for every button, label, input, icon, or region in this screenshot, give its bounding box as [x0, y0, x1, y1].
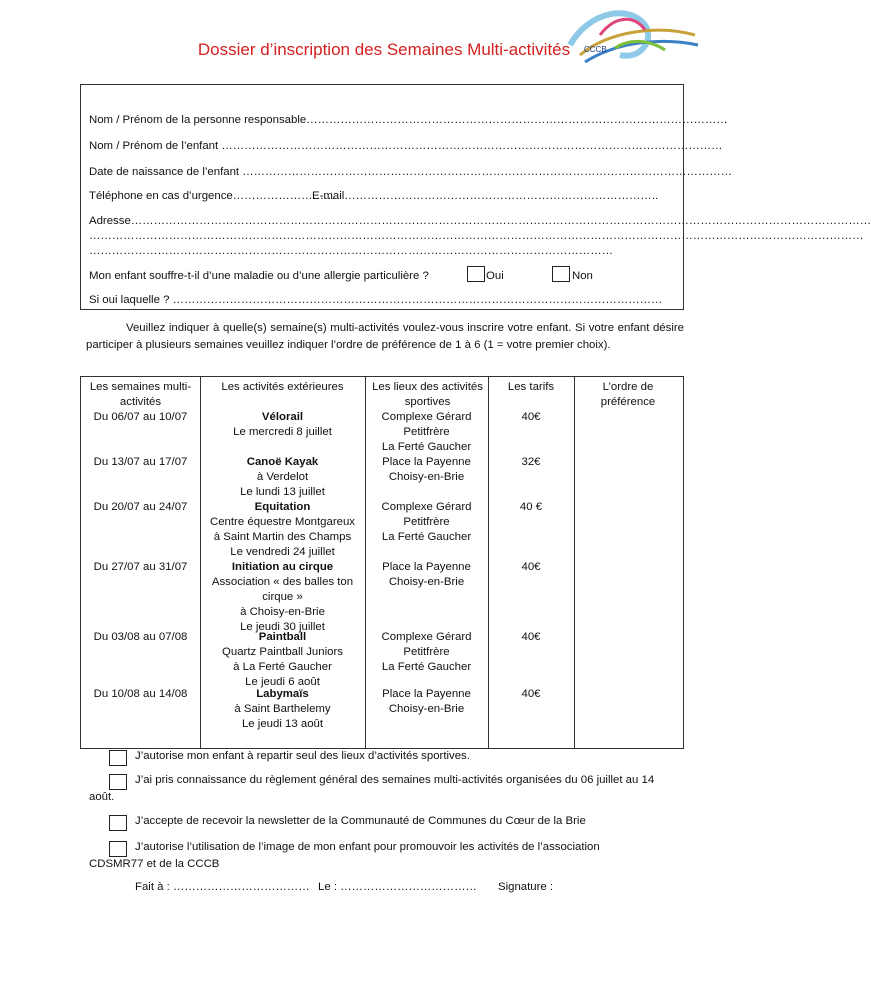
activity-name: Labymaïs — [256, 688, 309, 700]
activity-cell — [200, 500, 365, 560]
place-cell — [365, 630, 488, 675]
price-cell: 40€ — [521, 631, 541, 643]
header-prices: Les tarifs — [507, 381, 555, 393]
allergy-yes-checkbox[interactable] — [467, 266, 485, 282]
allergy-no-label: Non — [572, 270, 593, 282]
activity-name: Canoë Kayak — [246, 456, 319, 468]
activity-detail: Quartz Paintball Juniors — [222, 646, 343, 658]
activity-detail: Le jeudi 30 juillet — [240, 621, 325, 633]
header-activities: Les activités extérieures — [221, 381, 344, 393]
week-cell: Du 20/07 au 24/07 — [93, 501, 188, 513]
activity-detail: cirque » — [262, 591, 303, 603]
week-cell: Du 27/07 au 31/07 — [93, 561, 188, 573]
allergy-no-checkbox[interactable] — [552, 266, 570, 282]
activity-detail: à La Ferté Gaucher — [233, 661, 332, 673]
preference-input[interactable] — [574, 560, 685, 575]
address-field-line1[interactable]: Adresse…………………………………………………………………………………………………………………………………………………………………………… — [89, 215, 871, 227]
week-cell: Du 13/07 au 17/07 — [93, 456, 188, 468]
preference-input[interactable] — [574, 500, 685, 515]
place-line: La Ferté Gaucher — [381, 441, 472, 453]
place-cell — [365, 687, 488, 717]
place-line: Complexe Gérard — [381, 411, 472, 423]
place-signed-field[interactable]: Fait à : ……………………………… — [135, 881, 310, 893]
week-cell: Du 03/08 au 07/08 — [93, 631, 188, 643]
place-line: La Ferté Gaucher — [381, 531, 472, 543]
allergy-yes-label: Oui — [486, 270, 504, 282]
activity-cell — [200, 687, 365, 732]
auth-pickup-checkbox[interactable] — [109, 750, 127, 766]
header-weeks: Les semaines multi-activités — [89, 381, 192, 408]
address-field-line2[interactable]: …………………………………………………………………………………………………………………………………………………………………………………… — [89, 230, 864, 242]
place-line: Complexe Gérard — [381, 501, 472, 513]
place-line: Choisy-en-Brie — [388, 576, 465, 588]
auth-rules-text-cont: août. — [89, 791, 115, 803]
price-cell: 40€ — [521, 561, 541, 573]
place-line: La Ferté Gaucher — [381, 661, 472, 673]
auth-image-checkbox[interactable] — [109, 841, 127, 857]
place-cell — [365, 410, 488, 455]
page-title: Dossier d’inscription des Semaines Multi-activités — [197, 40, 571, 59]
activity-detail: à Verdelot — [256, 471, 309, 483]
activity-name: Initiation au cirque — [231, 561, 334, 573]
activity-name: Equitation — [254, 501, 311, 513]
child-name-field[interactable]: Nom / Prénom de l’enfant …………………………………………………………………………………………………………………… — [89, 140, 723, 152]
place-line: Place la Payenne — [382, 561, 471, 573]
price-cell: 40€ — [521, 411, 541, 423]
activity-name: Vélorail — [261, 411, 304, 423]
header-places: Les lieux des activités sportives — [372, 381, 483, 408]
place-line: Place la Payenne — [382, 456, 471, 468]
auth-image-text: J’autorise l’utilisation de l’image de mon enfant pour promouvoir les activités de l’association — [135, 841, 600, 853]
birthdate-field[interactable]: Date de naissance de l’enfant ………………………………………………………………………………………………………………… — [89, 166, 733, 178]
preference-input[interactable] — [574, 455, 685, 470]
instructions-paragraph — [86, 320, 684, 354]
allergy-question: Mon enfant souffre-t-il d’une maladie ou d’une allergie particulière ? — [89, 270, 429, 282]
auth-image-text-cont: CDSMR77 et de la CCCB — [89, 858, 220, 870]
signature-field[interactable]: Signature : — [498, 881, 554, 893]
place-line: Place la Payenne — [382, 688, 471, 700]
activity-detail: Le vendredi 24 juillet — [230, 546, 335, 558]
week-cell: Du 10/08 au 14/08 — [93, 688, 188, 700]
email-field[interactable]: E-mail……………………………………………………………………….. — [312, 190, 659, 202]
price-cell: 40€ — [521, 688, 541, 700]
place-line: Choisy-en-Brie — [388, 703, 465, 715]
activity-cell — [200, 630, 365, 690]
activity-detail: Le jeudi 6 août — [245, 676, 320, 688]
cccb-logo — [560, 0, 700, 78]
place-line: Petitfrère — [403, 646, 450, 658]
date-signed-field[interactable]: Le : ……………………………… — [318, 881, 477, 893]
activity-detail: Le jeudi 13 août — [241, 718, 324, 730]
place-line: Petitfrère — [403, 516, 450, 528]
price-cell: 40 € — [519, 501, 543, 513]
week-cell: Du 06/07 au 10/07 — [93, 411, 188, 423]
preference-input[interactable] — [574, 630, 685, 645]
activity-detail: à Saint Barthelemy — [234, 703, 331, 715]
instructions-text: Veuillez indiquer à quelle(s) semaine(s) multi-activités voulez-vous inscrire votre enfant. Si votre enfant désire participer à plusieurs semaines veuillez indiquer l’ordre de préférence de 1 à 6 (1 = votre premier choix). — [86, 322, 684, 351]
place-cell — [365, 500, 488, 545]
activity-detail: Le mercredi 8 juillet — [233, 426, 332, 438]
activity-detail: Centre équestre Montgareux — [210, 516, 355, 528]
allergy-which-field[interactable]: Si oui laquelle ? ………………………………………………………………………………………………………………… — [89, 294, 663, 306]
activity-cell — [200, 455, 365, 500]
activity-cell — [200, 560, 365, 635]
activity-cell — [200, 410, 365, 440]
activity-detail: à Choisy-en-Brie — [240, 606, 325, 618]
preference-input[interactable] — [574, 687, 685, 702]
place-cell — [365, 560, 488, 590]
responsable-field[interactable]: Nom / Prénom de la personne responsable………………………………………………………………………………………………… — [89, 114, 728, 126]
logo-text: CCCB — [584, 45, 607, 54]
place-line: Petitfrère — [403, 426, 450, 438]
address-field-line3[interactable]: ………………………………………………………………………………………………………………………… — [89, 245, 613, 257]
auth-rules-text: J’ai pris connaissance du règlement général des semaines multi-activités organisées du 06 juillet au 14 — [135, 774, 655, 786]
price-cell: 32€ — [521, 456, 541, 468]
phone-field[interactable]: Téléphone en cas d’urgence……………………… — [89, 190, 336, 202]
auth-newsletter-checkbox[interactable] — [109, 815, 127, 831]
activity-name: Paintball — [258, 631, 307, 643]
preference-input[interactable] — [574, 410, 685, 425]
header-preference: L’ordre de préférence — [600, 381, 656, 408]
place-cell — [365, 455, 488, 485]
place-line: Choisy-en-Brie — [388, 471, 465, 483]
auth-pickup-text: J’autorise mon enfant à repartir seul des lieux d’activités sportives. — [135, 750, 470, 762]
place-line: Complexe Gérard — [381, 631, 472, 643]
activities-table — [80, 376, 684, 749]
activity-detail: Le lundi 13 juillet — [240, 486, 325, 498]
auth-rules-checkbox[interactable] — [109, 774, 127, 790]
activity-detail: à Saint Martin des Champs — [213, 531, 352, 543]
activity-detail: Association « des balles ton — [211, 576, 354, 588]
auth-newsletter-text: J’accepte de recevoir la newsletter de la Communauté de Communes du Cœur de la Brie — [135, 815, 586, 827]
